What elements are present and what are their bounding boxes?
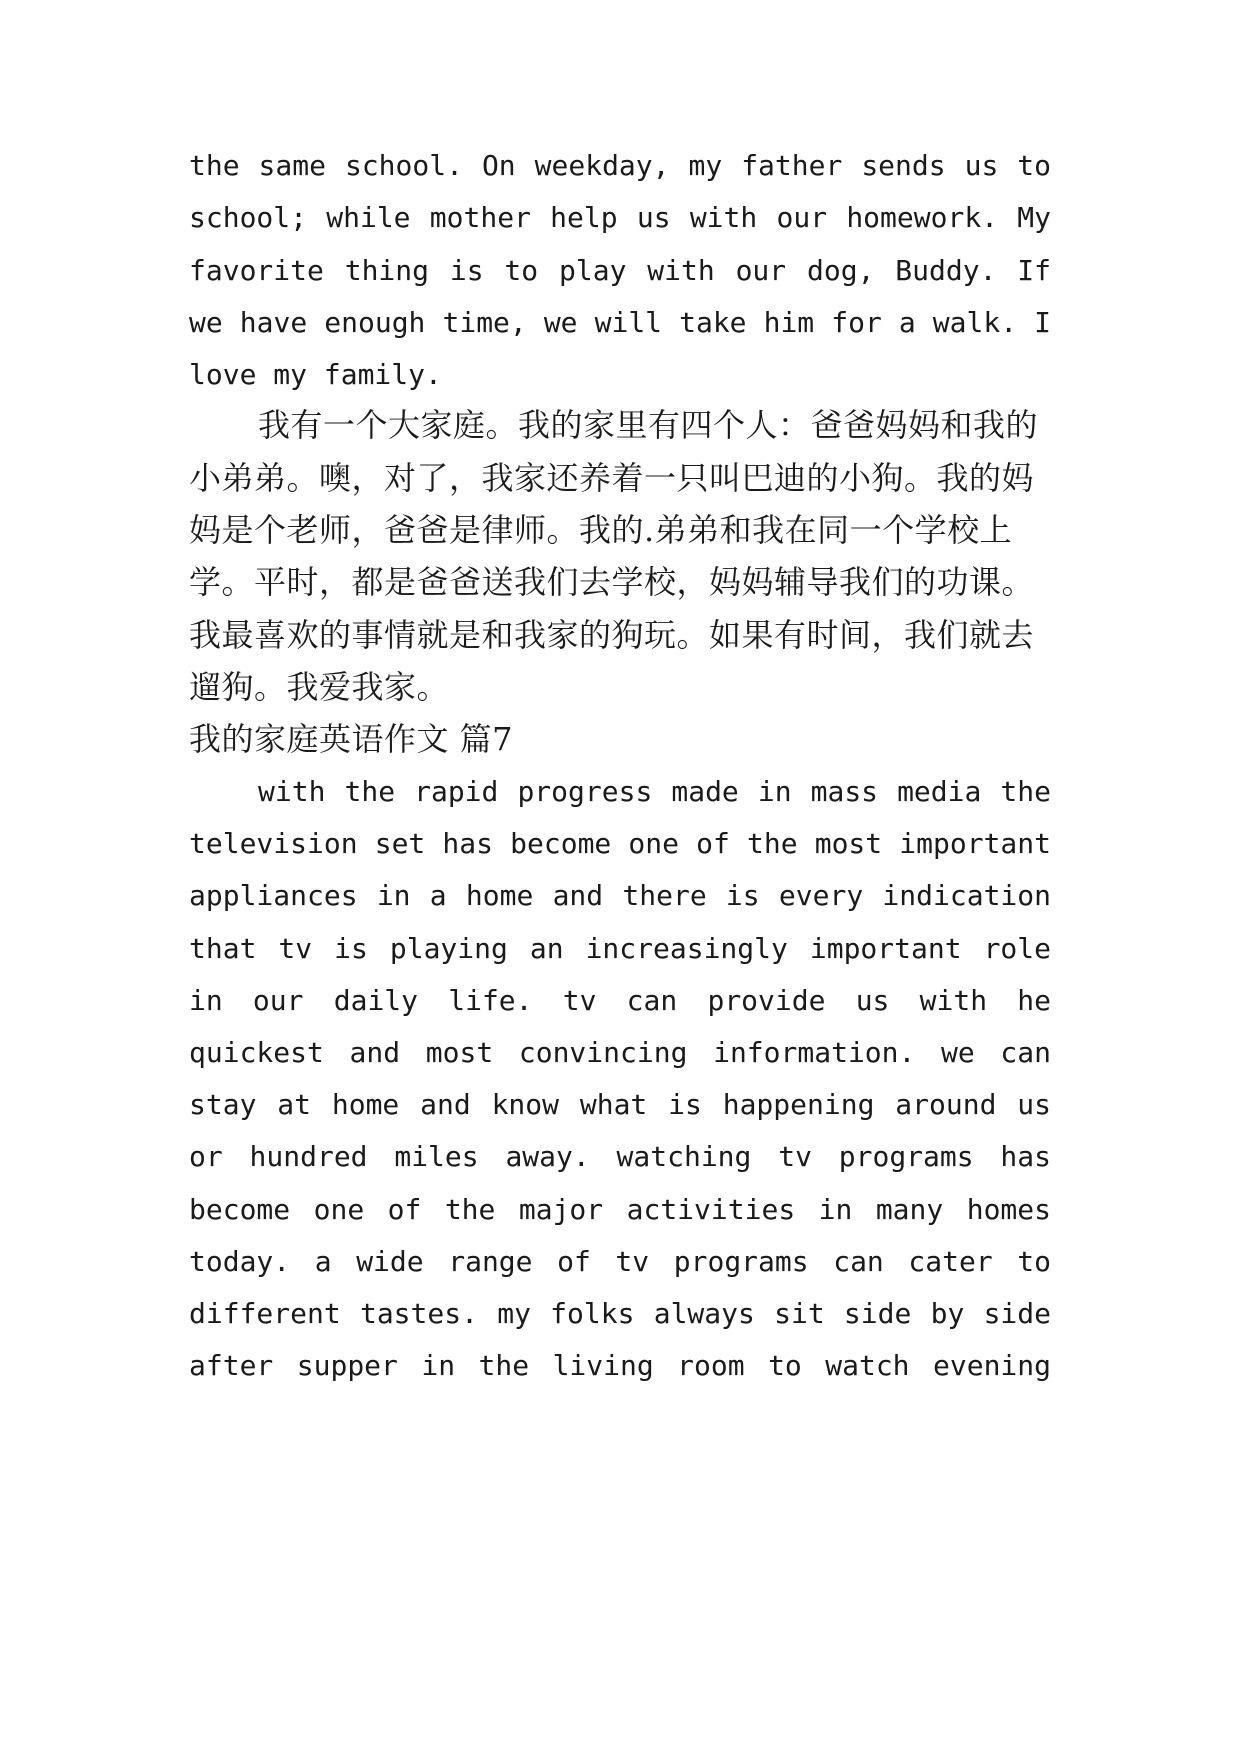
text-line: 我最喜欢的事情就是和我家的狗玩。如果有时间，我们就去 (189, 616, 1035, 654)
text-line: 小弟弟。噢，对了，我家还养着一只叫巴迪的小狗。我的妈 (189, 459, 1035, 497)
text-line: we have enough time, we will take him for a walk. I (189, 306, 1051, 339)
text-line: 我有一个大家庭。我的家里有四个人：爸爸妈妈和我的 (258, 406, 1039, 444)
text-line: favorite thing is to play with our dog, Buddy. If (189, 254, 1051, 287)
text-line: 妈是个老师，爸爸是律师。我的.弟弟和我在同一个学校上 (189, 511, 1013, 549)
text-line: in our daily life. tv can provide us with he (189, 984, 1051, 1017)
text-line: today. a wide range of tv programs can cater to (189, 1245, 1051, 1278)
text-line: 学。平时，都是爸爸送我们去学校，妈妈辅导我们的功课。 (189, 563, 1035, 601)
text-line: become one of the major activities in many homes (189, 1193, 1051, 1226)
text-line: stay at home and know what is happening around us (189, 1088, 1051, 1121)
text-line: quickest and most convincing information. we can (189, 1036, 1051, 1069)
section-heading: 我的家庭英语作文 篇7 (189, 720, 514, 758)
text-line: with the rapid progress made in mass media the (258, 775, 1051, 808)
text-line: that tv is playing an increasingly important role (189, 932, 1051, 965)
text-line: different tastes. my folks always sit side by side (189, 1297, 1051, 1330)
text-line: the same school. On weekday, my father sends us to (189, 149, 1051, 182)
text-line: after supper in the living room to watch evening (189, 1349, 1051, 1382)
text-line: school; while mother help us with our homework. My (189, 201, 1051, 234)
text-line: appliances in a home and there is every indication (189, 879, 1051, 912)
text-line: love my family. (189, 358, 442, 391)
text-line: 遛狗。我爱我家。 (189, 668, 450, 706)
text-line: television set has become one of the most important (189, 827, 1051, 860)
text-line: or hundred miles away. watching tv programs has (189, 1140, 1051, 1173)
